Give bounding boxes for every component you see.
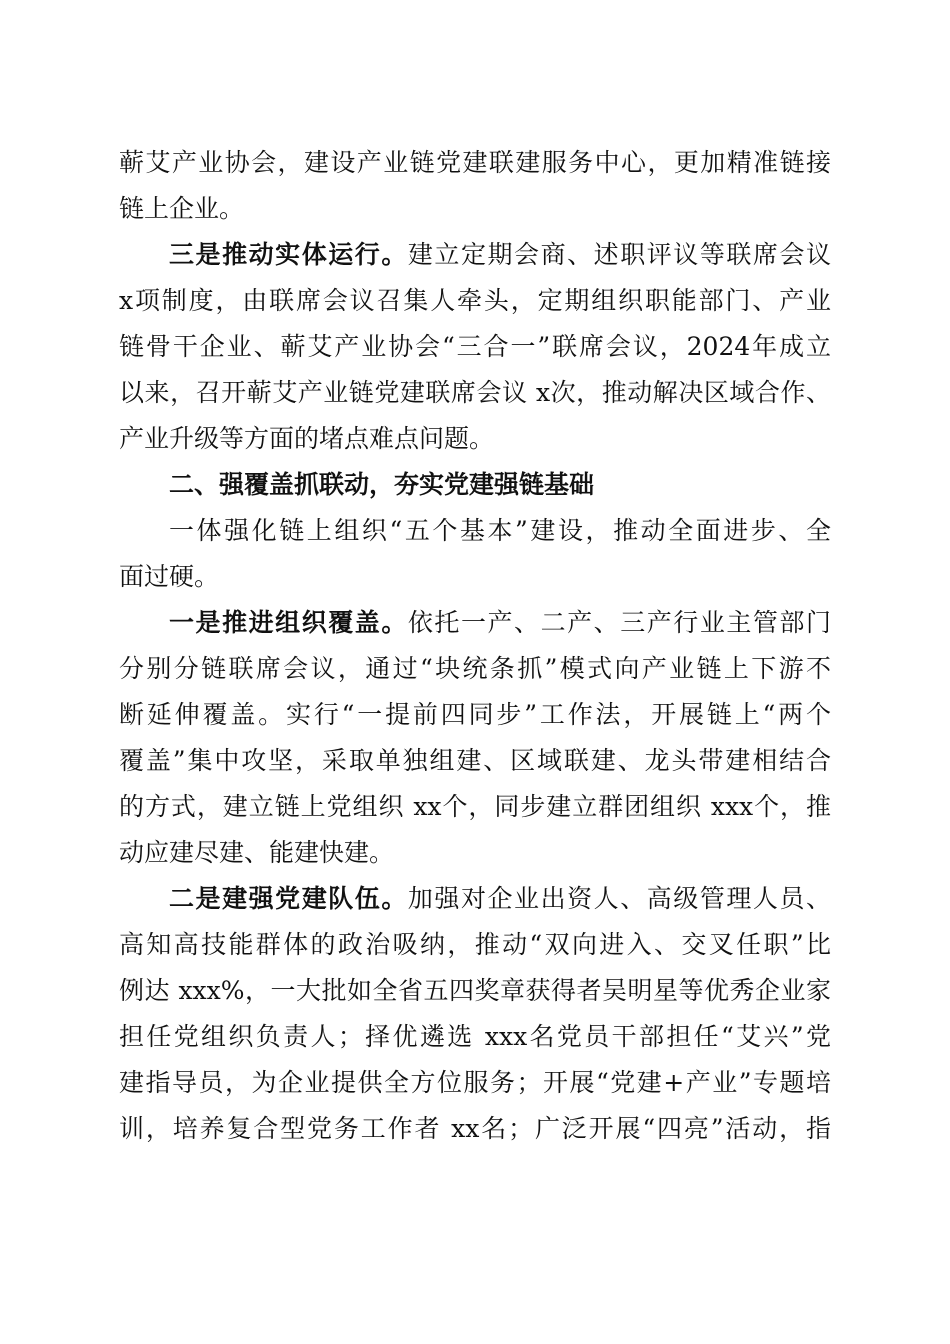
paragraph-line: 例达 xxx%，一大批如全省五四奖章获得者吴明星等优秀企业家: [119, 976, 831, 1005]
section-heading: 二、强覆盖抓联动，夯实党建强链基础: [169, 470, 595, 499]
paragraph-text: 依托一产、二产、三产行业主管部门: [407, 608, 831, 637]
paragraph-text: 加强对企业出资人、高级管理人员、: [407, 884, 831, 913]
paragraph-line: 蕲艾产业协会，建设产业链党建联建服务中心，更加精准链接: [119, 148, 831, 177]
paragraph-lead: 三是推动实体运行。: [169, 240, 408, 269]
paragraph-line: 分别分链联席会议，通过“块统条抓”模式向产业链上下游不: [119, 654, 831, 683]
paragraph-line: 的方式，建立链上党组织 xx个，同步建立群团组织 xxx个，推: [119, 792, 831, 821]
paragraph-lead: 一是推进组织覆盖。: [169, 608, 408, 637]
paragraph-line: [169, 605, 831, 641]
paragraph-line: 断延伸覆盖。实行“一提前四同步”工作法，开展链上“两个: [119, 700, 831, 729]
paragraph-line: 链骨干企业、蕲艾产业协会“三合一”联席会议，2024年成立: [119, 332, 831, 361]
paragraph-line: 覆盖”集中攻坚，采取单独组建、区域联建、龙头带建相结合: [119, 746, 831, 775]
paragraph-line: 面过硬。: [119, 562, 220, 591]
paragraph-lead: 二是建强党建队伍。: [169, 884, 408, 913]
paragraph-line: 一体强化链上组织“五个基本”建设，推动全面进步、全: [169, 516, 831, 545]
paragraph-text: 建立定期会商、述职评议等联席会议: [407, 240, 831, 269]
paragraph-line: [169, 237, 831, 273]
paragraph-line: 高知高技能群体的政治吸纳，推动“双向进入、交叉任职”比: [119, 930, 831, 959]
paragraph-line: 动应建尽建、能建快建。: [119, 838, 395, 867]
paragraph-line: 训，培养复合型党务工作者 xx名；广泛开展“四亮”活动，指: [119, 1114, 831, 1143]
paragraph-line: 链上企业。: [119, 194, 245, 223]
paragraph-line: 产业升级等方面的堵点难点问题。: [119, 424, 495, 453]
paragraph-line: 以来，召开蕲艾产业链党建联席会议 x次，推动解决区域合作、: [119, 378, 831, 407]
paragraph-line: [169, 881, 831, 917]
paragraph-line: 建指导员，为企业提供全方位服务；开展“党建+产业”专题培: [119, 1068, 831, 1097]
paragraph-line: x项制度，由联席会议召集人牵头，定期组织职能部门、产业: [119, 286, 831, 315]
paragraph-line: 担任党组织负责人；择优遴选 xxx名党员干部担任“艾兴”党: [119, 1022, 831, 1051]
